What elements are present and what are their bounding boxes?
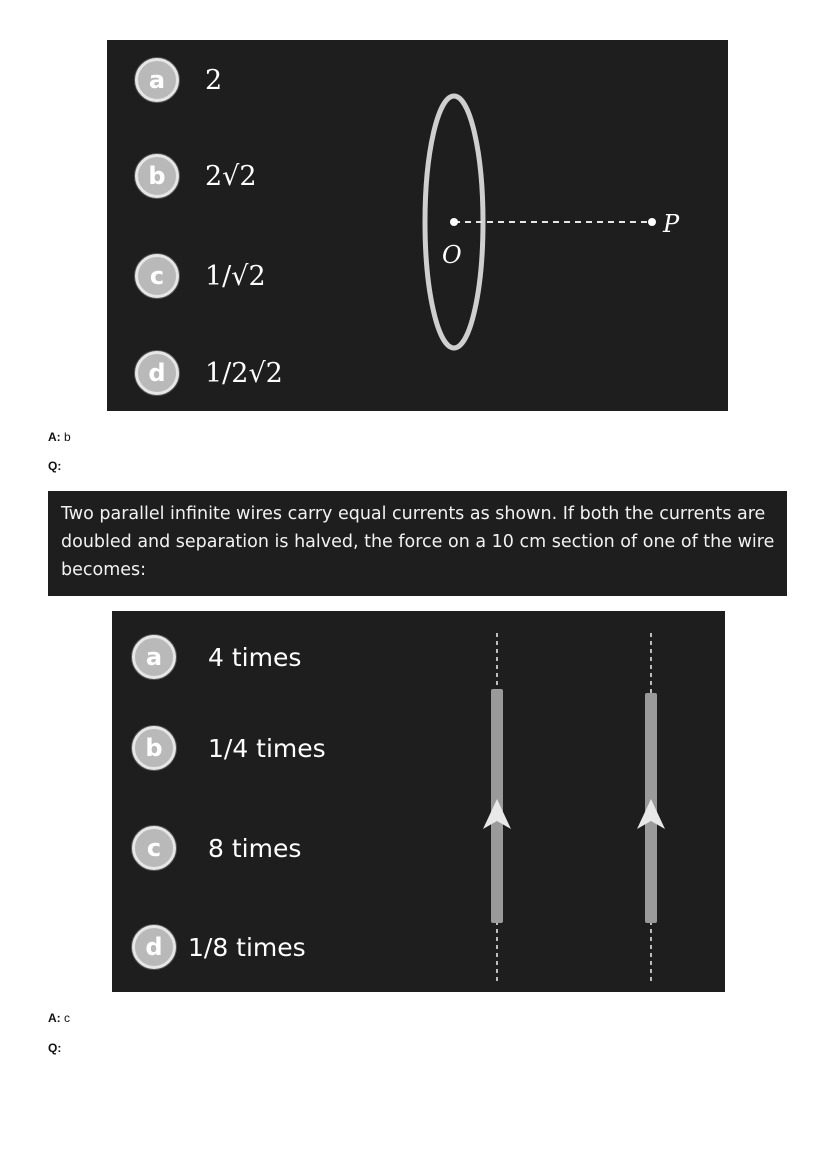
answer-label: A: [48,430,61,444]
option-badge: a [135,58,179,102]
question-text: Two parallel infinite wires carry equal currents as shown. If both the currents are doubled and separation is halved, the force on a 10 cm section of one of the wire becomes: [61,504,775,580]
answer-value: b [64,430,71,444]
point-p [648,218,656,226]
center-point [450,218,458,226]
answer-value: c [64,1011,71,1025]
option-badge: b [135,154,179,198]
question2-image [112,611,725,992]
option-badge: d [135,351,179,395]
question1-image [107,40,728,411]
option-badge: a [132,635,176,679]
option-badge: b [132,726,176,770]
question-line [48,1041,61,1055]
answer-line [48,430,71,444]
question2-text-image [48,491,787,596]
option-badge: c [135,254,179,298]
option-text: 2√2 [205,160,257,192]
center-label: O [442,241,462,269]
point-label: P [663,210,680,238]
answer-label: A: [48,1011,61,1025]
answer-line [48,1011,70,1025]
option-text: 1/4 times [208,733,326,763]
ring-diagram [107,40,728,411]
option-text: 4 times [208,642,302,672]
option-text: 1/√2 [205,260,266,292]
question-label: Q: [48,1041,62,1055]
parallel-wires-diagram [112,611,725,992]
option-text: 8 times [208,833,302,863]
option-text: 2 [205,64,223,96]
option-text: 1/8 times [188,932,306,962]
option-badge: d [132,925,176,969]
question-line [48,459,61,473]
option-text: 1/2√2 [205,357,283,389]
option-badge: c [132,826,176,870]
question-label: Q: [48,459,62,473]
